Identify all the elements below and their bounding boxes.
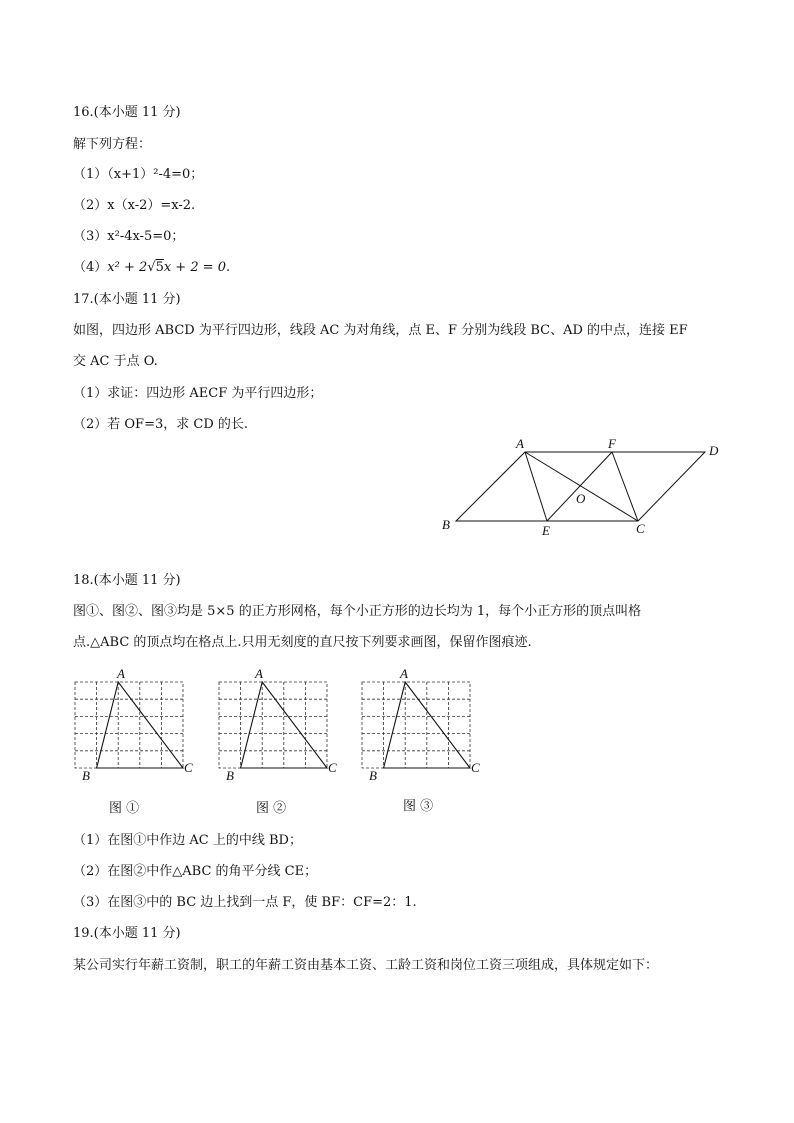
label-b: B xyxy=(442,517,450,532)
q16-item-2: （2）x（x-2）=x-2. xyxy=(73,198,196,213)
q18-grid-figure-2 xyxy=(210,664,350,784)
q16-item-4-radicand: 5 xyxy=(155,260,164,275)
label-a: A xyxy=(516,436,524,451)
q19-stem-line1: 某公司实行年薪工资制，职工的年薪工资由基本工资、工龄工资和岗位工资三项组成，具体规定如下： xyxy=(73,958,659,973)
q16-heading: 16.(本小题 11 分) xyxy=(73,105,181,120)
diagonal-ac xyxy=(525,452,638,521)
segment-ae xyxy=(525,452,547,521)
label-c: C xyxy=(184,760,193,775)
caption-figure-2: 图 ② xyxy=(256,801,287,816)
label-a: A xyxy=(117,666,125,681)
q16-item-3: （3）x²-4x-5=0； xyxy=(73,229,185,244)
label-c: C xyxy=(471,760,480,775)
q17-part2: （2）若 OF=3，求 CD 的长. xyxy=(73,417,249,432)
q18-stem-line1: 图①、图②、图③均是 5×5 的正方形网格，每个小正方形的边长均为 1，每个小正方形的顶点叫格 xyxy=(73,604,642,619)
label-b: B xyxy=(82,768,90,783)
q16-item-4-eq-a: x² + 2 xyxy=(107,260,148,275)
label-o: O xyxy=(576,491,586,506)
q16-item-4-end: . xyxy=(226,260,231,275)
q17-stem-line2: 交 AC 于点 O. xyxy=(73,354,158,369)
q18-stem-line2: 点.△ABC 的顶点均在格点上.只用无刻度的直尺按下列要求画图，保留作图痕迹. xyxy=(73,635,532,650)
q18-grid-figure-1 xyxy=(66,664,206,784)
label-b: B xyxy=(369,768,377,783)
q17-parallelogram-figure xyxy=(430,430,730,545)
q17-part1: （1）求证：四边形 AECF 为平行四边形； xyxy=(73,386,323,401)
q17-stem-line1: 如图，四边形 ABCD 为平行四边形，线段 AC 为对角线，点 E、F 分别为线段 BC、AD 的中点，连接 EF xyxy=(73,323,688,338)
label-c: C xyxy=(328,760,337,775)
q16-item-4-eq-b: x + 2 = 0 xyxy=(163,260,227,275)
segment-fc xyxy=(612,452,638,521)
q16-item-1: （1）（x+1）²-4=0； xyxy=(73,167,204,182)
q16-item-4-prefix: （4） xyxy=(73,260,108,275)
q18-part2: （2）在图②中作△ABC 的角平分线 CE； xyxy=(73,864,318,879)
q16-intro: 解下列方程： xyxy=(73,137,152,152)
q18-heading: 18.(本小题 11 分) xyxy=(73,573,181,588)
parallelogram-abcd xyxy=(456,452,705,521)
segment-ef xyxy=(547,452,612,521)
label-b: B xyxy=(226,768,234,783)
q19-heading: 19.(本小题 11 分) xyxy=(73,926,181,941)
q18-part1: （1）在图①中作边 AC 上的中线 BD； xyxy=(73,833,302,848)
q16-item-4 xyxy=(73,259,230,277)
q18-part3: （3）在图③中的 BC 边上找到一点 F，使 BF：CF=2：1. xyxy=(73,895,417,910)
sqrt-icon: √ xyxy=(147,260,156,275)
label-f: F xyxy=(608,436,616,451)
label-a: A xyxy=(400,666,408,681)
label-a: A xyxy=(255,666,263,681)
caption-figure-1: 图 ① xyxy=(109,801,140,816)
q18-grid-figure-3 xyxy=(353,664,493,784)
caption-figure-3: 图 ③ xyxy=(403,799,434,814)
label-d: D xyxy=(709,443,719,458)
label-e: E xyxy=(542,523,550,538)
label-c: C xyxy=(636,521,645,536)
q17-heading: 17.(本小题 11 分) xyxy=(73,292,181,307)
